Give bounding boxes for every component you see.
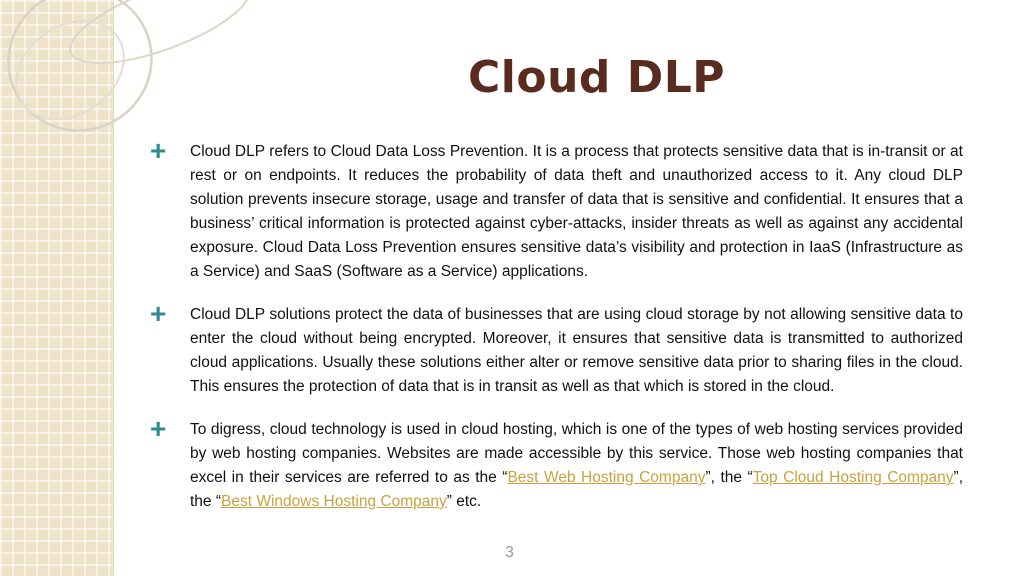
- top-cloud-hosting-link[interactable]: Top Cloud Hosting Company: [752, 469, 954, 486]
- bullet-list: [150, 135, 964, 533]
- bullet-text-part: ”, the “: [190, 469, 964, 510]
- page-number: 3: [505, 544, 514, 561]
- bullet-text: Cloud DLP solutions protect the data of businesses that are using cloud storage by not allowing sensitive data to enter the cloud without being encrypted. Moreover, it ensures that sensitive data is transmitted to authorized cloud applications. Usually these solutions either alter or remove sensitive data prior to sharing files in the cloud. This ensures the protection of data that is in transit as well as that which is stored in the cloud.: [190, 306, 963, 395]
- plus-icon: +: [150, 413, 167, 444]
- bullet-text-part: ” etc.: [446, 493, 482, 510]
- bullet-item: [150, 135, 963, 284]
- best-windows-hosting-link[interactable]: Best Windows Hosting Company: [221, 493, 447, 510]
- best-web-hosting-link[interactable]: Best Web Hosting Company: [507, 469, 706, 486]
- plus-icon: +: [150, 298, 167, 329]
- bullet-text: [190, 418, 963, 514]
- bullet-item: [150, 413, 964, 514]
- slide-title: Cloud DLP: [468, 52, 726, 103]
- bullet-item: [150, 298, 963, 399]
- bullet-text: Cloud DLP refers to Cloud Data Loss Prevention. It is a process that protects sensitive data that is in-transit or at rest or on endpoints. It reduces the probability of data theft and unauthorized access to it. Any cloud DLP solution prevents insecure storage, usage and transfer of data that is sensitive and confidential. It ensures that a business’ critical information is protected against cyber-attacks, insider threats as well as against any accidental exposure. Cloud Data Loss Prevention ensures sensitive data’s visibility and protection in IaaS (Infrastructure as a Service) and SaaS (Software as a Service) applications.: [190, 143, 963, 280]
- bullet-text-part: ”, the “: [705, 469, 753, 486]
- plus-icon: +: [150, 135, 167, 166]
- bullet-text-part: To digress, cloud technology is used in cloud hosting, which is one of the types of web hosting services provided by web hosting companies. Websites are made accessible by this service. Those web hosting companies that excel in their services are referred to as the “: [190, 421, 963, 486]
